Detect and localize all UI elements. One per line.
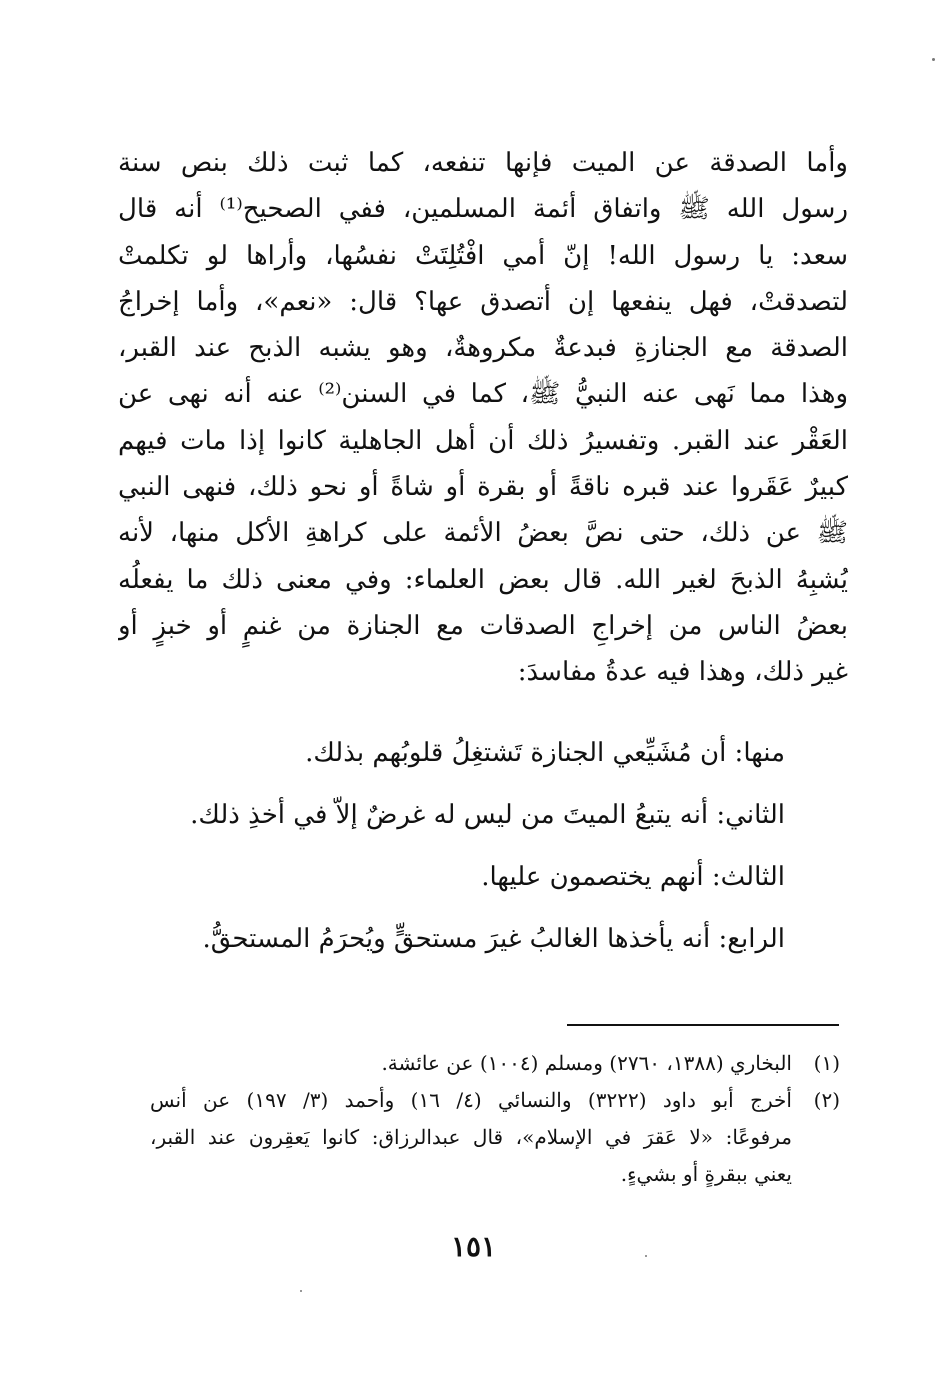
footnote-line: مرفوعًا: «لا عَقرَ في الإسلام»، قال عبدالرزاق: كانوا يَعقِرون عند القبر، — [150, 1125, 792, 1149]
page-number: ١٥١ — [450, 1230, 497, 1263]
footnotes — [150, 1045, 840, 1193]
footnote — [150, 1045, 840, 1082]
paragraph-line: سعد: يا رسول الله! إنّ أمي افْتُلِتَتْ نفسُها، وأراها لو تكلمتْ — [118, 240, 848, 271]
harm-item: الرابع: أنه يأخذها الغالبُ غيرَ مستحقٍّ ويُحرَمُ المستحقُّ. — [202, 924, 785, 954]
paragraph-line: وهذا مما نَهى عنه النبيُّ ﷺ، كما في السنن⁽²⁾ عنه أنه نهى عن — [118, 379, 848, 410]
footnote-number: (١) — [813, 1051, 840, 1075]
paragraph-line: بعضُ الناس من إخراجِ الصدقات مع الجنازة من غنمٍ أو خبزٍ أو — [118, 610, 848, 641]
paragraph-line: الصدقة مع الجنازةِ فبدعةٌ مكروهةٌ، وهو يشبه الذبح عند القبر، — [118, 333, 848, 364]
paragraph-line: ﷺ عن ذلك، حتى نصَّ بعضُ الأئمة على كراهةِ الأكل منها، لأنه — [118, 518, 848, 549]
harm-item: منها: أن مُشَيِّعي الجنازة تَشتغِلُ قلوبُهم بذلك. — [305, 738, 785, 768]
scan-speck — [645, 1255, 647, 1257]
paragraph-line: لتصدقتْ، فهل ينفعها إن أتصدق عها؟ قال: «نعم»، وأما إخراجُ — [118, 286, 848, 317]
scan-speck — [932, 58, 935, 61]
harm-item: الثاني: أنه يتبعُ الميتَ من ليس له غرضٌ إلاّ في أخذِ ذلك. — [190, 800, 785, 830]
footnote-text — [150, 1082, 792, 1193]
paragraph-line: رسول الله ﷺ واتفاق أئمة المسلمين، ففي الصحيح⁽¹⁾ أنه قال — [118, 194, 848, 225]
harm-item: الثالث: أنهم يختصمون عليها. — [481, 862, 785, 892]
paragraph-line: غير ذلك، وهذا فيه عدةُ مفاسدَ: — [517, 657, 848, 688]
paragraph-line: كبيرٌ عَقَروا عند قبره ناقةً أو بقرة أو شاةً أو نحو ذلك، فنهى النبي — [118, 472, 848, 503]
scan-speck — [300, 1290, 302, 1292]
paragraph-line: وأما الصدقة عن الميت فإنها تنفعه، كما ثبت ذلك بنص سنة — [118, 148, 848, 178]
footnote-line: أخرج أبو داود (٣٢٢٢) والنسائي (٤/ ١٦) وأحمد (٣/ ١٩٧) عن أنس — [150, 1088, 792, 1112]
harms-list — [140, 722, 785, 970]
footnote-line: البخاري (١٣٨٨، ٢٧٦٠) ومسلم (١٠٠٤) عن عائشة. — [381, 1051, 792, 1075]
footnote-number: (٢) — [813, 1088, 840, 1112]
footnote-text — [150, 1045, 792, 1082]
footnote — [150, 1082, 840, 1193]
paragraph-line: العَقْر عند القبر. وتفسيرُ ذلك أن أهل الجاهلية كانوا إذا مات فيهم — [118, 425, 848, 456]
main-paragraph — [118, 140, 848, 696]
paragraph-line: يُشبِهُ الذبحَ لغير الله. قال بعض العلماء: وفي معنى ذلك ما يفعلُه — [118, 564, 848, 595]
footnote-divider — [567, 1024, 839, 1026]
footnote-line: يعني ببقرةٍ أو بشيءٍ. — [620, 1162, 792, 1186]
